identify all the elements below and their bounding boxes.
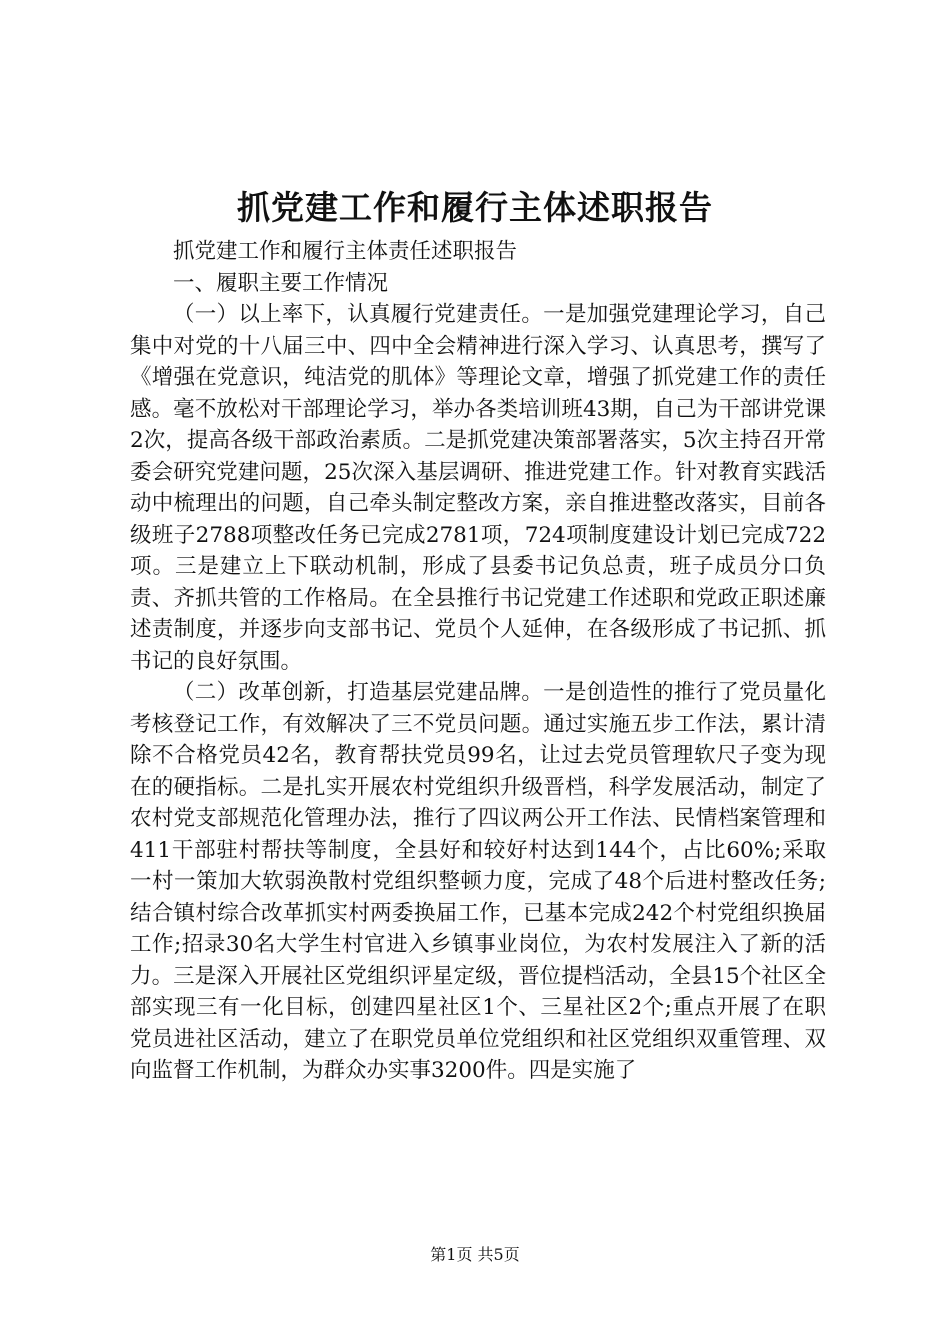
paragraph-2: （二）改革创新，打造基层党建品牌。一是创造性的推行了党员量化考核登记工作，有效解决了三不党员问题。通过实施五步工作法，累计清除不合格党员42名，教育帮扶党员99名，让过去党员管理软尺子变为现在的硬指标。二是扎实开展农村党组织升级晋档，科学发展活动，制定了农村党支部规范化管理办法，推行了四议两公开工作法、民情档案管理和411干部驻村帮扶等制度，全县好和较好村达到144个，占比60%;采取一村一策加大软弱涣散村党组织整顿力度，完成了48个后进村整改任务;结合镇村综合改革抓实村两委换届工作，已基本完成242个村党组织换届工作;招录30名大学生村官进入乡镇事业岗位，为农村发展注入了新的活力。三是深入开展社区党组织评星定级，晋位提档活动，全县15个社区全部实现三有一化目标，创建四星社区1个、三星社区2个;重点开展了在职党员进社区活动，建立了在职党员单位党组织和社区党组织双重管理、双向监督工作机制，为群众办实事3200件。四是实施了	[130, 680, 826, 1083]
section-heading: 一、履职主要工作情况	[173, 270, 389, 296]
document-title: 抓党建工作和履行主体述职报告	[237, 188, 713, 227]
document-body	[130, 236, 826, 1087]
paragraph-1: （一）以上率下，认真履行党建责任。一是加强党建理论学习，自己集中对党的十八届三中、四中全会精神进行深入学习、认真思考，撰写了《增强在党意识，纯洁党的肌体》等理论文章，增强了抓党建工作的责任感。毫不放松对干部理论学习，举办各类培训班43期，自己为干部讲党课2次，提高各级干部政治素质。二是抓党建决策部署落实，5次主持召开常委会研究党建问题，25次深入基层调研、推进党建工作。针对教育实践活动中梳理出的问题，自己牵头制定整改方案，亲自推进整改落实，目前各级班子2788项整改任务已完成2781项，724项制度建设计划已完成722项。三是建立上下联动机制，形成了县委书记负总责，班子成员分口负责、齐抓共管的工作格局。在全县推行书记党建工作述职和党政正职述廉述责制度，并逐步向支部书记、党员个人延伸，在各级形成了书记抓、抓书记的良好氛围。	[130, 302, 826, 674]
page-footer: 第1页 共5页	[430, 1245, 520, 1264]
document-subtitle: 抓党建工作和履行主体责任述职报告	[173, 239, 518, 264]
